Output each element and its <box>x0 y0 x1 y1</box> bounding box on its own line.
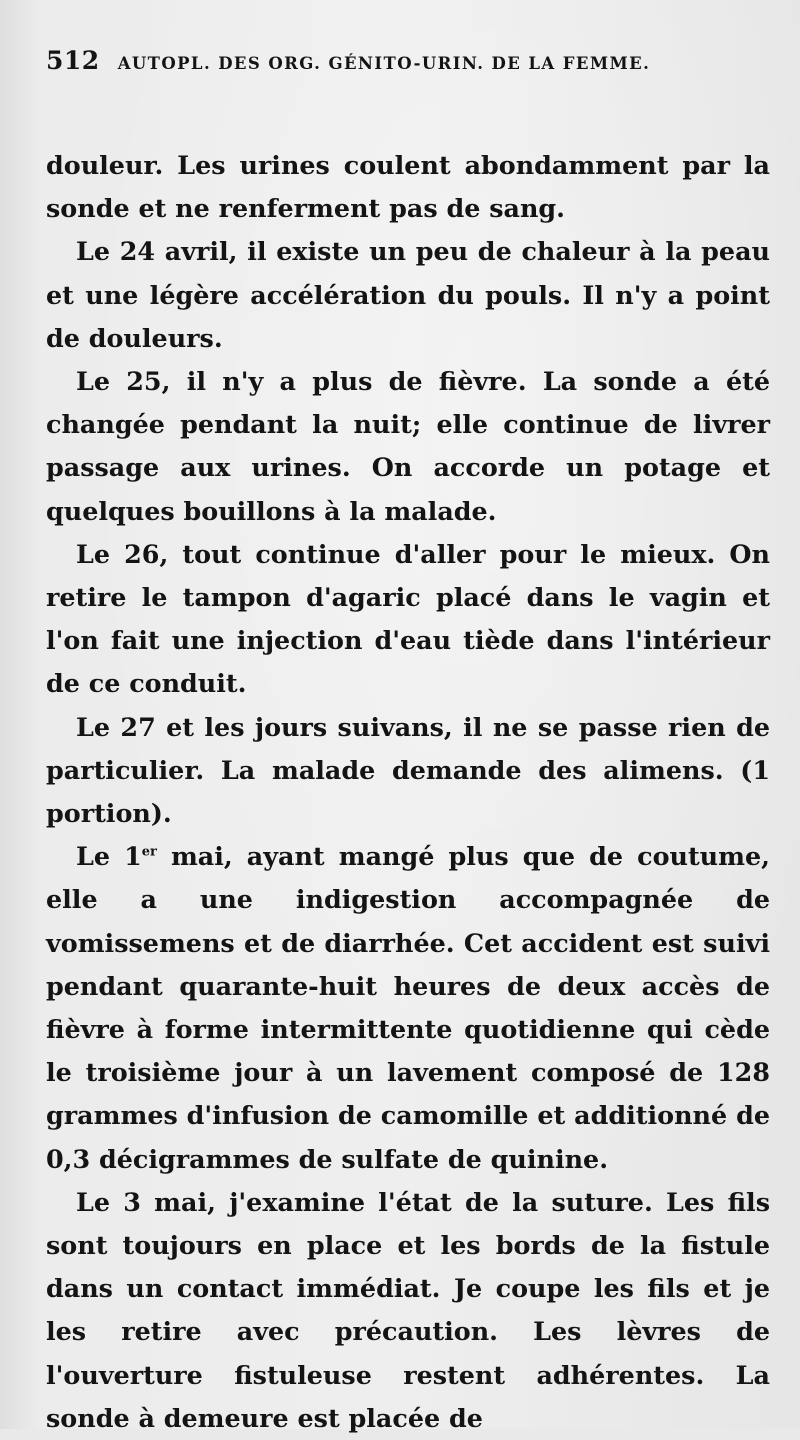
running-head <box>46 46 770 86</box>
paragraph-27: Le 27 et les jours suivans, il ne se passe rien de particulier. La malade demande des alimens. (1 portion). <box>46 711 770 829</box>
page-number: 512 <box>46 46 100 75</box>
paragraph-1er-mai-start: Le 1 <box>76 841 142 872</box>
paragraph-1er-mai <box>46 835 770 1181</box>
running-title: AUTOPL. DES ORG. GÉNITO-URIN. DE LA FEMME. <box>117 54 651 73</box>
body-text <box>46 144 770 1440</box>
ordinal-superscript: er <box>141 844 157 860</box>
paragraph-3-mai: Le 3 mai, j'examine l'état de la suture. Les fils sont toujours en place et les bords de la fistule dans un contact immédiat. Je coupe les fils et je les retire avec précaution. Les lèvres de l'ouverture fistuleuse restent adhérentes. La sonde à demeure est placée de <box>46 1186 770 1433</box>
paragraph-26: Le 26, tout continue d'aller pour le mieux. On retire le tampon d'agaric placé dans le vagin et l'on fait une injection d'eau tiède dans l'intérieur de ce conduit. <box>46 538 770 699</box>
paragraph-25: Le 25, il n'y a plus de fièvre. La sonde a été changée pendant la nuit; elle continue de livrer passage aux urines. On accorde un potage et quelques bouillons à la malade. <box>46 366 770 526</box>
paragraph-24-avril: Le 24 avril, il existe un peu de chaleur à la peau et une légère accélération du pouls. Il n'y a point de douleurs. <box>46 236 770 353</box>
paragraph-1er-mai-rest: mai, ayant mangé plus que de coutume, elle a une indigestion accompagnée de vomissemens et de diarrhée. Cet accident est suivi pendant quarante-huit heures de deux accès de fièvre à forme intermittente quotidienne qui cède le troisième jour à un lavement composé de 128 grammes d'infusion de camomille et additionné de 0,3 décigrammes de sulfate de quinine. <box>46 841 771 1174</box>
paragraph-continuation: douleur. Les urines coulent abondamment par la sonde et ne renferment pas de sang. <box>46 150 770 224</box>
